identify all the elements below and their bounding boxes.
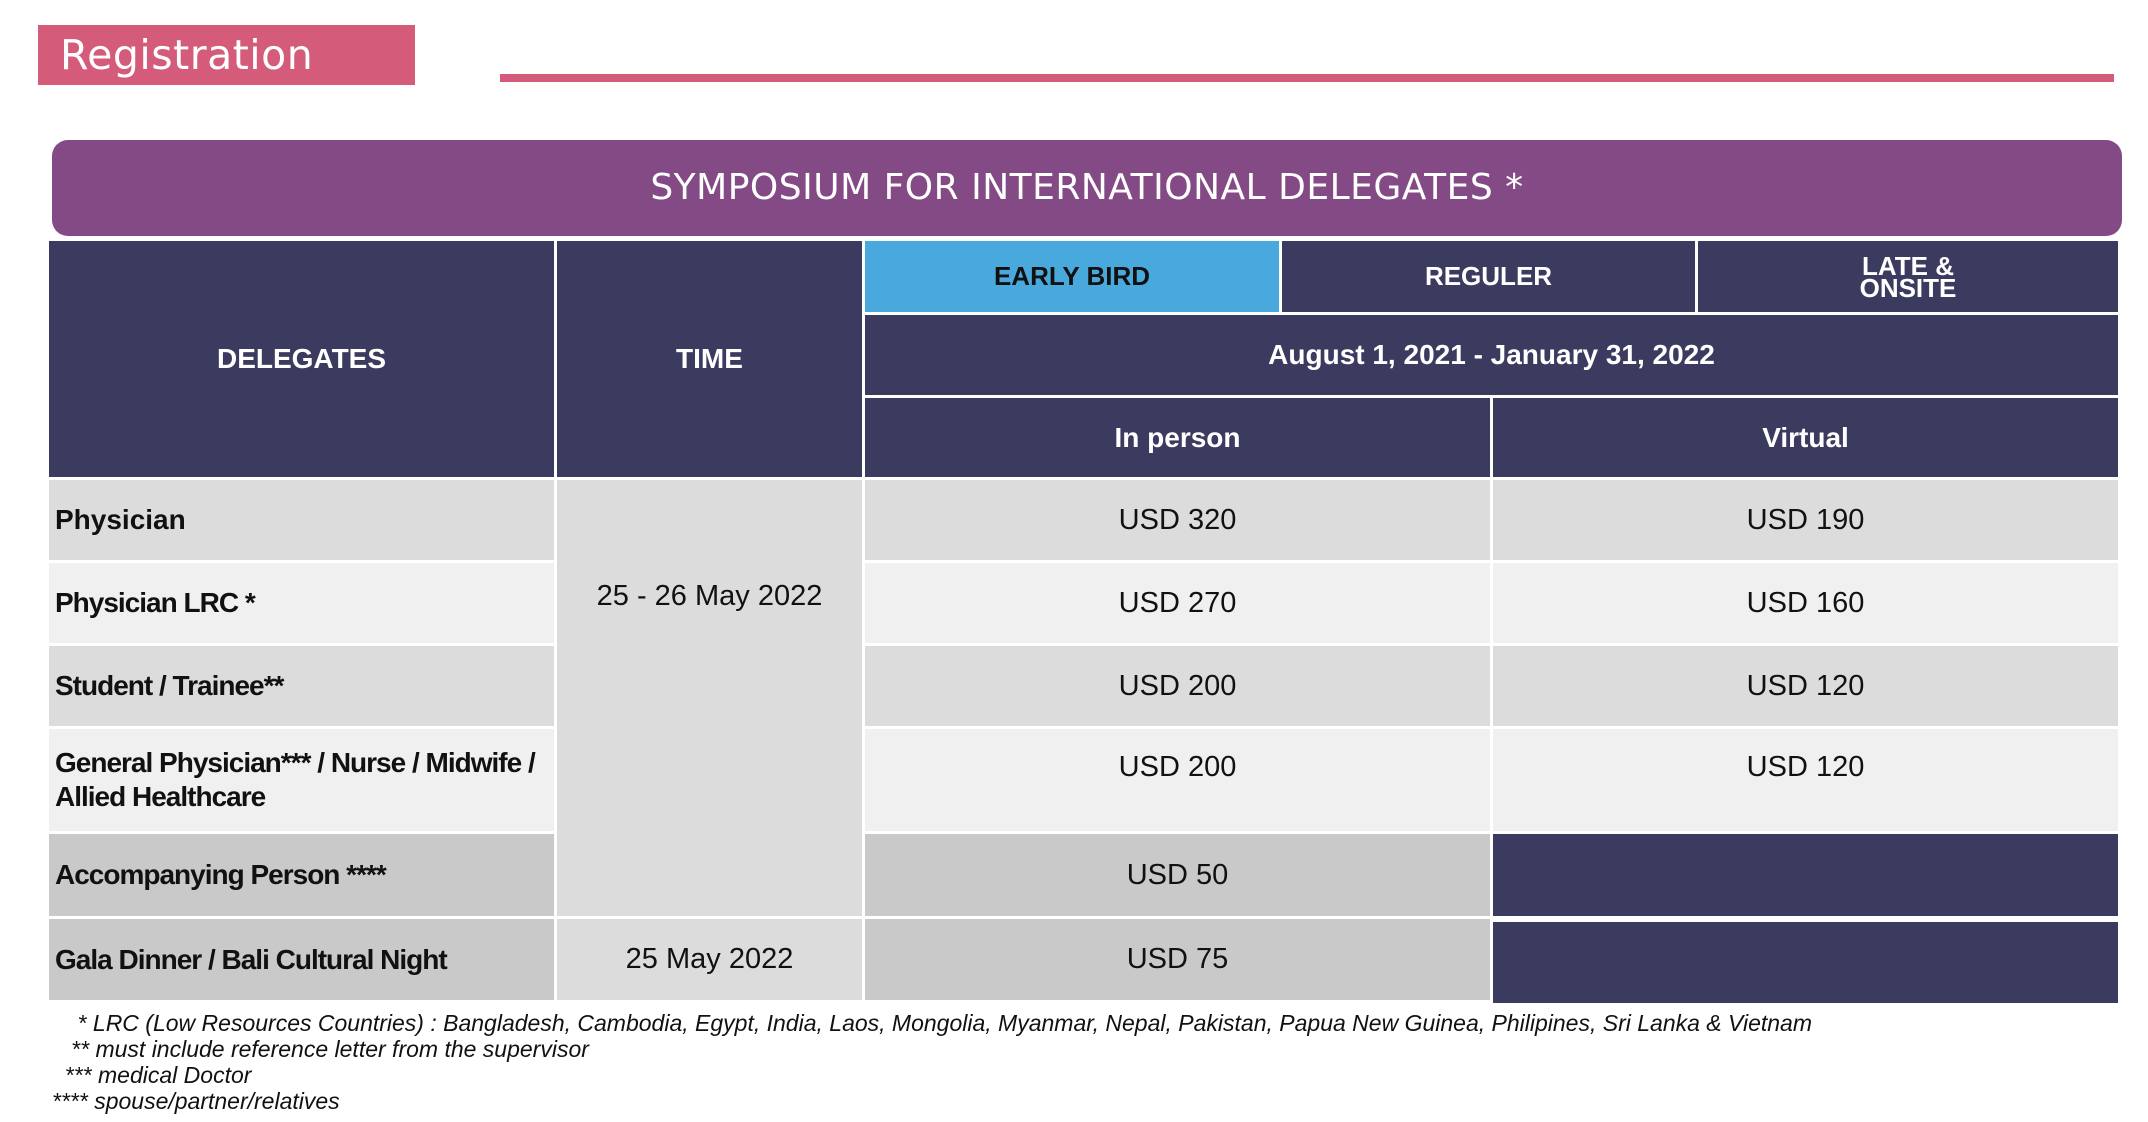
virtual-column-header: Virtual: [1493, 398, 2118, 477]
fee-accompanying-in-person: USD 50: [865, 834, 1490, 916]
time-cell-gala: 25 May 2022: [557, 919, 862, 1000]
fee-physician-lrc-in-person: USD 270: [865, 563, 1490, 643]
fee-general-physician-in-person: USD 200: [865, 729, 1490, 831]
delegates-column-header: DELEGATES: [49, 241, 554, 477]
fee-student-in-person: USD 200: [865, 646, 1490, 726]
footnote-medical-doctor: *** medical Doctor: [52, 1062, 252, 1088]
late-onsite-label-line1: LATE &: [1862, 250, 1954, 281]
fee-physician-lrc-virtual: USD 160: [1493, 563, 2118, 643]
footnote-lrc: * LRC (Low Resources Countries) : Bangladesh, Cambodia, Egypt, India, Laos, Mongolia, Myanmar, Nepal, Pakistan, Papua New Guinea, Philipines, Sri Lanka & Vietnam: [52, 1010, 1812, 1036]
time-column-header: TIME: [557, 241, 862, 477]
fee-physician-in-person: USD 320: [865, 480, 1490, 560]
late-onsite-tab[interactable]: [1698, 241, 2118, 312]
footnote-spouse: **** spouse/partner/relatives: [52, 1088, 340, 1114]
in-person-column-header: In person: [865, 398, 1490, 477]
reguler-tab[interactable]: REGULER: [1282, 241, 1695, 312]
row-label-general-physician: [49, 729, 554, 831]
footnotes: [52, 1010, 2112, 1114]
section-title: Registration Fees: [38, 25, 415, 85]
footnote-reference-letter: ** must include reference letter from the supervisor: [52, 1036, 589, 1062]
row-label-gala-dinner: Gala Dinner / Bali Cultural Night: [49, 919, 554, 1000]
fee-gala-dinner-virtual-na: [1493, 922, 2118, 1003]
row-label-general-physician-line1: General Physician*** / Nurse / Midwife /: [55, 747, 535, 778]
row-label-physician-lrc: Physician LRC *: [49, 563, 554, 643]
fee-student-virtual: USD 120: [1493, 646, 2118, 726]
symposium-banner: SYMPOSIUM FOR INTERNATIONAL DELEGATES *: [52, 140, 2122, 236]
row-label-general-physician-line2: Allied Healthcare: [55, 781, 266, 812]
fee-gala-dinner-in-person: USD 75: [865, 919, 1490, 1000]
fee-physician-virtual: USD 190: [1493, 480, 2118, 560]
fee-accompanying-virtual-na: [1493, 834, 2118, 916]
row-label-accompanying-person: Accompanying Person ****: [49, 834, 554, 916]
late-onsite-label-line2: ONSITE: [1859, 272, 1957, 303]
time-cell-main: 25 - 26 May 2022: [557, 480, 862, 916]
row-label-physician: Physician: [49, 480, 554, 560]
row-label-student-trainee: Student / Trainee**: [49, 646, 554, 726]
early-bird-tab[interactable]: EARLY BIRD: [865, 241, 1279, 312]
fee-general-physician-virtual: USD 120: [1493, 729, 2118, 831]
section-divider: [500, 74, 2114, 82]
registration-period: August 1, 2021 - January 31, 2022: [865, 315, 2118, 395]
